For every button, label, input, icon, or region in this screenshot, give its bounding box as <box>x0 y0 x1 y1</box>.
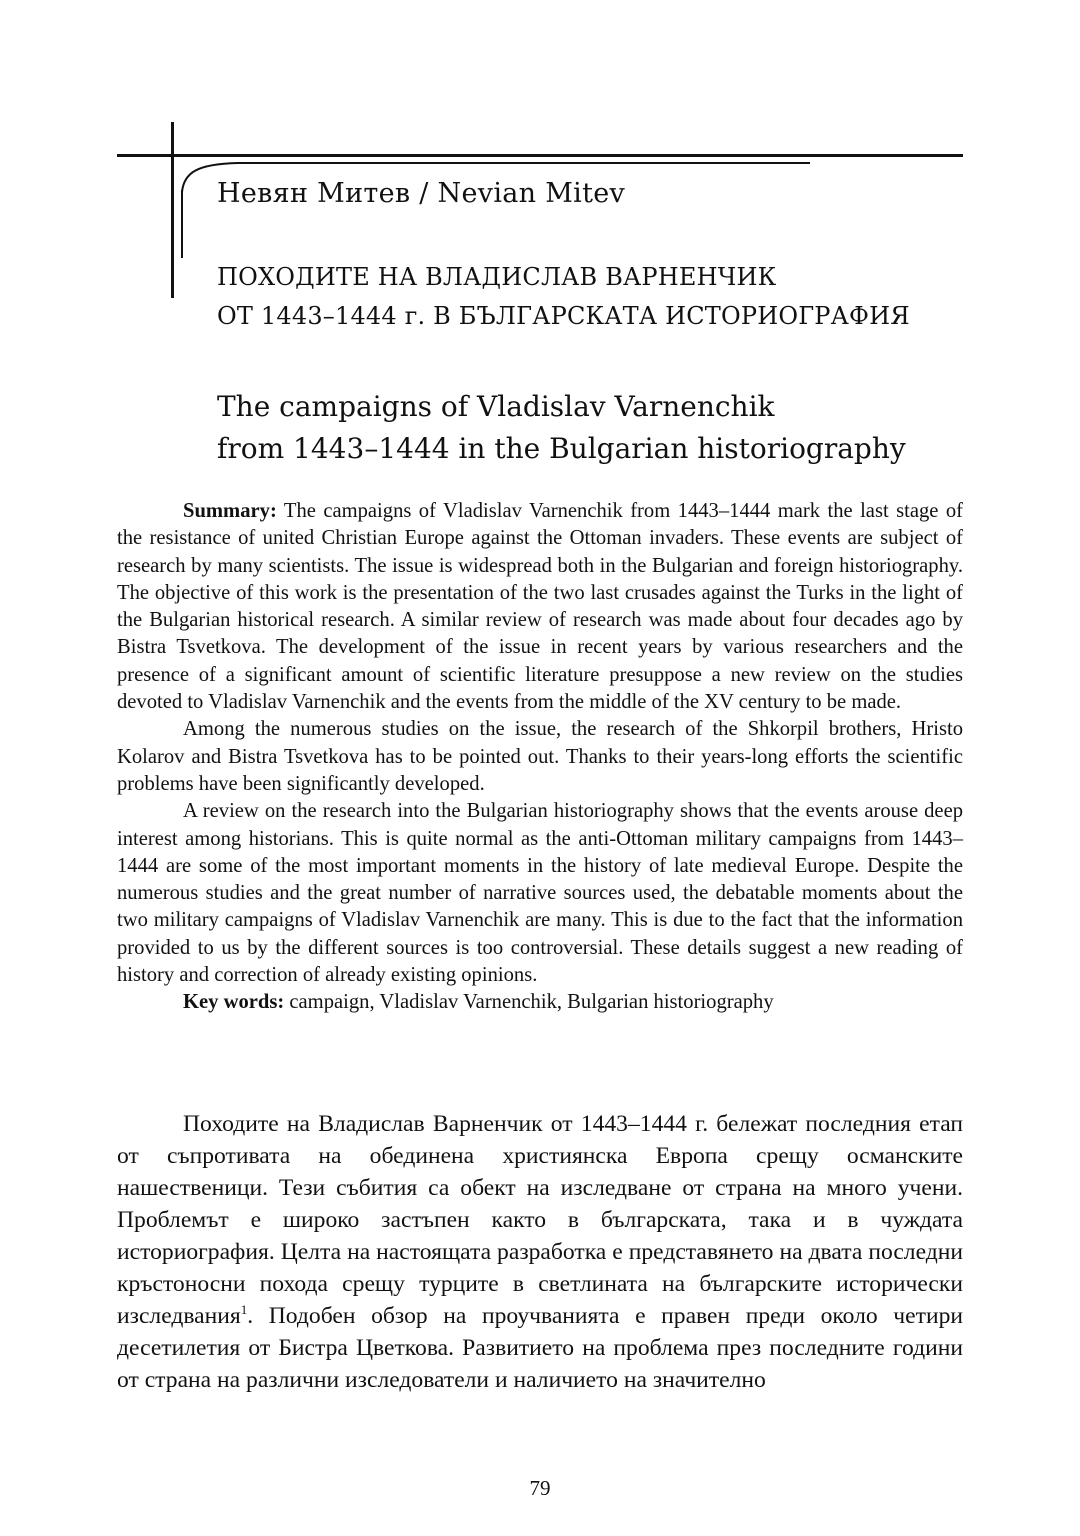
footnote-ref[interactable]: 1 <box>240 1302 248 1318</box>
title-bulgarian-line-2: ОТ 1443–1444 г. В БЪЛГАРСКАТА ИСТОРИОГРАФИЯ <box>217 302 910 330</box>
keywords-label: Key words: <box>183 991 285 1014</box>
summary-paragraph-2: Among the numerous studies on the issue, the research of the Shkorpil brothers, Hristo Kolarov and Bistra Tsvetkova has to be pointed out. Thanks to their years-long efforts the scientific problems have been significantly developed. <box>117 718 963 795</box>
summary-label: Summary: <box>183 500 277 522</box>
author-line: Невян Митев / Nevian Mitev <box>217 178 626 209</box>
summary-paragraph-3: A review on the research into the Bulgarian historiography shows that the events arouse deep interest among historians. This is quite normal as the anti-Ottoman military campaigns from 1443–1444 are some of the most important moments in the history of late medieval Europe. Despite the numerous studies and the great number of narrative sources used, the debatable moments about the two military campaigns of Vladislav Varnenchik are many. This is due to the fact that the information provided to us by the different sources is too controversial. These details suggest a new reading of history and correction of already existing opinions. <box>117 800 963 987</box>
title-english <box>217 386 906 470</box>
summary-text-1: The campaigns of Vladislav Varnenchik from 1443–1444 mark the last stage of the resistance of united Christian Europe against the Ottoman invaders. These events are subject of research by many scientists. The issue is widespread both in the Bulgarian and foreign historiography. The objective of this work is the presentation of the two last crusades against the Turks in the light of the Bulgarian historical research. A similar review of research was made about four decades ago by Bistra Tsvetkova. The development of the issue in recent years by various researchers and the presence of a significant amount of scientific literature presuppose a new review on the studies devoted to Vladislav Varnenchik and the events from the middle of the XV century to be made. <box>117 500 963 714</box>
body-text-start: Походите на Владислав Варненчик от 1443–1444 г. бележат последния етап от съпротивата на обединена християнска Европа срещу османските нашественици. Тези събития са обект на изследване от страна на много учени. Проблемът е широко застъпен както в българската, така и в чуждата историография. Целта на настоящата разработка е представянето на двата последни кръстоносни похода срещу турците в светлината на българските исторически изследвания <box>117 1111 963 1329</box>
title-bulgarian <box>217 258 910 336</box>
title-english-line-1: The campaigns of Vladislav Varnenchik <box>217 390 775 423</box>
keywords-paragraph <box>117 989 963 1016</box>
keywords-text: campaign, Vladislav Varnenchik, Bulgarian historiography <box>289 991 774 1014</box>
page-number: 79 <box>529 1476 551 1500</box>
title-english-line-2: from 1443–1444 in the Bulgarian historiography <box>217 432 906 465</box>
vertical-rule <box>171 122 174 298</box>
body-text-end: . Подобен обзор на проучванията е правен преди около четири десетилетия от Бистра Цветкова. Развитието на проблема през последните години от страна на различни изследователи и наличието на значително <box>117 1303 963 1393</box>
body-text <box>117 1108 963 1396</box>
summary-paragraph-1 <box>117 498 963 716</box>
summary-section <box>117 498 963 1017</box>
inner-vertical-rule <box>181 190 183 258</box>
title-bulgarian-line-1: ПОХОДИТЕ НА ВЛАДИСЛАВ ВАРНЕНЧИК <box>217 263 777 291</box>
body-paragraph-1 <box>117 1108 963 1396</box>
top-rule <box>117 154 963 157</box>
